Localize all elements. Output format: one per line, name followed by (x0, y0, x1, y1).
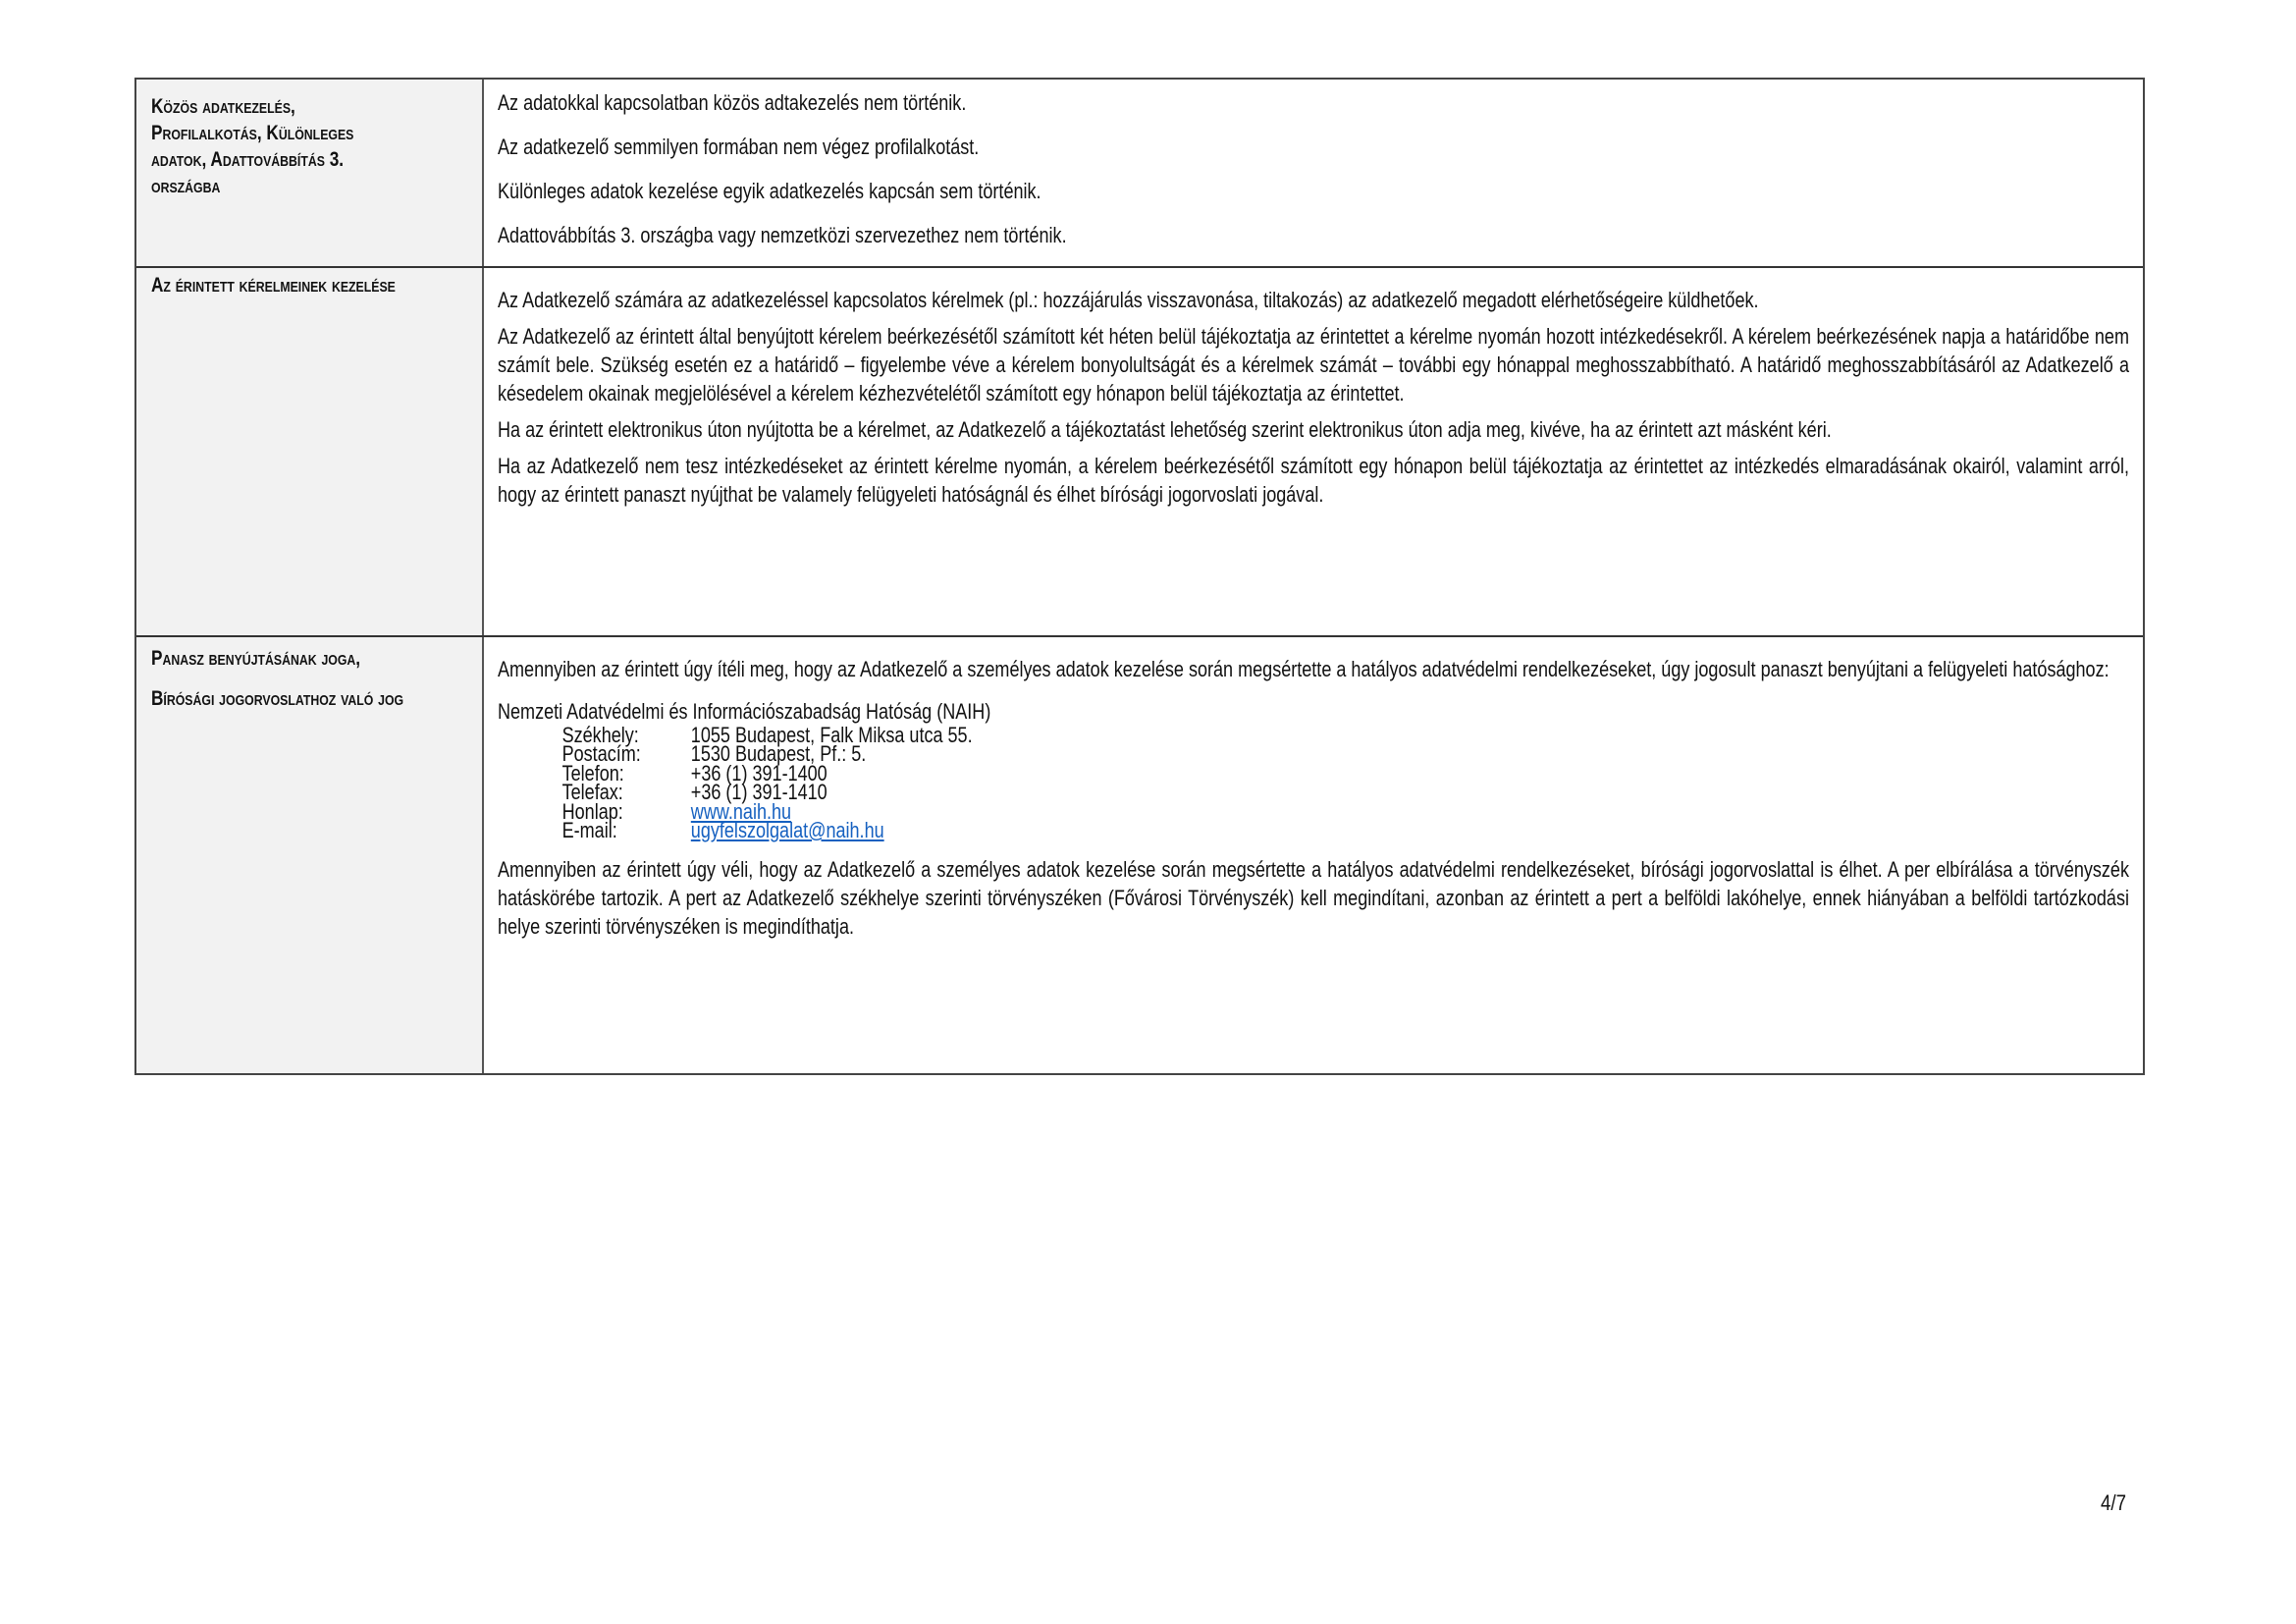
contact-row-email (498, 817, 2129, 842)
contact-value: 1055 Budapest, Falk Miksa utca 55. (690, 723, 973, 747)
website-link[interactable]: www.naih.hu (690, 798, 792, 824)
contact-value: 1530 Budapest, Pf.: 5. (690, 741, 867, 767)
email-link[interactable]: ugyfelszolgalat@naih.hu (690, 817, 884, 842)
paragraph: Különleges adatok kezelése egyik adatkezelés kapcsán sem történik. (498, 179, 1041, 203)
paragraph: Ha az Adatkezelő nem tesz intézkedéseket az érintett kérelme nyomán, a kérelem beérkezésétől számított egy hónapon belül tájékoztatja az érintettet az intézkedés elmaradásának okairól, valamint arról, hogy az érintett panaszt nyújthat be valamely felügyeleti hatóságnál és élhet bírósági jogorvoslati jogával. (498, 454, 2129, 507)
contact-value: +36 (1) 391-1400 (690, 760, 828, 785)
row-heading: Közös adatkezelés, Profilalkotás, Különleges adatok, Adattovábbítás 3. országba (151, 95, 354, 197)
paragraph: Az Adatkezelő számára az adatkezeléssel kapcsolatos kérelmek (pl.: hozzájárulás visszavonása, tiltakozás) az adatkezelő megadott elérhetőségeire küldhetőek. (498, 288, 1759, 312)
paragraph: Az adatkezelő semmilyen formában nem végez profilalkotást. (498, 135, 980, 159)
row-heading: Az érintett kérelmeinek kezelése (151, 274, 396, 297)
contact-value: +36 (1) 391-1410 (690, 780, 828, 805)
page-number-text: 4/7 (2101, 1490, 2127, 1515)
contact-label: Telefax: (561, 780, 623, 805)
authority-contact (498, 697, 2129, 842)
page-number (2101, 1490, 2131, 1516)
table-row-request-handling (136, 268, 2143, 637)
complaint-intro: Amennyiben az érintett úgy ítéli meg, hogy az Adatkezelő a személyes adatok kezelése során megsértette a hatályos adatvédelmi rendelkezéseket, úgy jogosult panaszt benyújtani a felügyeleti hatósághoz: (498, 657, 2109, 681)
row-content-cell (484, 637, 2143, 1073)
row-content-cell (484, 80, 2143, 266)
paragraph: Az adatokkal kapcsolatban közös adtakezelés nem történik. (498, 90, 967, 115)
authority-name: Nemzeti Adatvédelmi és Információszabadság Hatóság (NAIH) (498, 699, 991, 724)
row-content-cell (484, 268, 2143, 635)
paragraph: Ha az érintett elektronikus úton nyújtotta be a kérelmet, az Adatkezelő a tájékoztatást lehetőség szerint elektronikus úton adja meg, kivéve, ha az érintett azt másként kéri. (498, 417, 1832, 442)
contact-label: Telefon: (561, 760, 624, 785)
contact-label: Postacím: (561, 741, 641, 767)
paragraph: Adattovábbítás 3. országba vagy nemzetközi szervezethez nem történik. (498, 223, 1067, 247)
contact-label: Székhely: (561, 723, 639, 747)
table-row-joint-processing (136, 80, 2143, 268)
row-heading: Panasz benyújtásának joga, (151, 647, 361, 670)
contact-label: Honlap: (561, 798, 623, 824)
court-remedy-paragraph: Amennyiben az érintett úgy véli, hogy az Adatkezelő a személyes adatok kezelése során megsértette a hatályos adatvédelmi rendelkezéseket, bírósági jogorvoslattal is élhet. A per elbírálása a törvényszék hatáskörébe tartozik. A pert az Adatkezelő székhelye szerinti törvényszéken (Fővárosi Törvényszék) kell megindítani, azonban az érintett a pert a belföldi lakóhelye, ennek hiányában a belföldi tartózkodási helye szerinti törvényszéken is megindíthatja. (498, 857, 2129, 940)
row-heading-cell (136, 637, 484, 1073)
row-heading: Bírósági jogorvoslathoz való jog (151, 687, 404, 710)
contact-label: E-mail: (561, 817, 617, 842)
paragraph: Az Adatkezelő az érintett által benyújtott kérelem beérkezésétől számított két héten belül tájékoztatja az érintettet a kérelme nyomán hozott intézkedésekről. A kérelem beérkezésének napja a határidőbe nem számít bele. Szükség esetén ez a határidő – figyelembe véve a kérelem bonyolultságát és a kérelmek számát – további egy hónappal meghosszabbítható. A határidő meghosszabbításáról az Adatkezelő a késedelem okainak megjelölésével a kérelem kézhezvételétől számított egy hónapon belül tájékoztatja az érintettet. (498, 324, 2129, 406)
row-heading-cell (136, 80, 484, 266)
table-row-complaint-rights (136, 637, 2143, 1073)
info-table (134, 78, 2145, 1075)
row-heading-cell (136, 268, 484, 635)
